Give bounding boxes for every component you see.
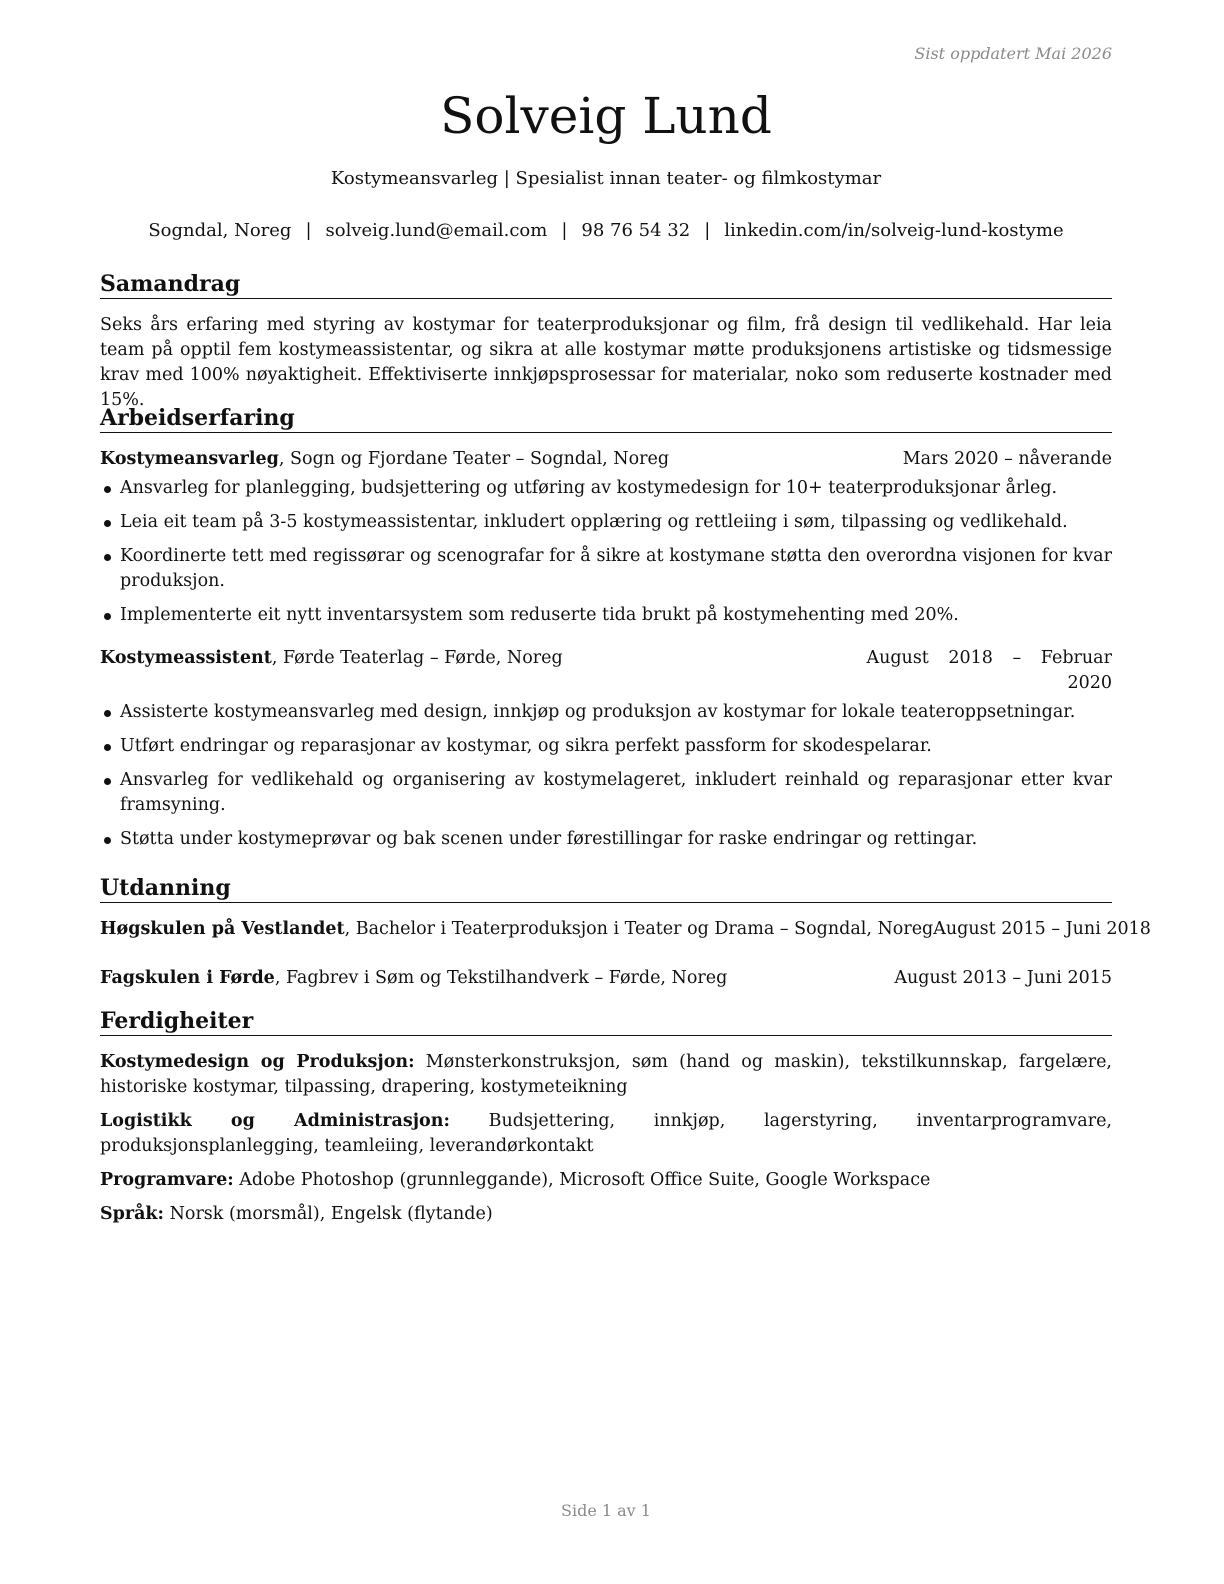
resume-page — [100, 0, 1151, 1584]
job-dates-line2: 2020 — [1067, 673, 1112, 693]
skill-label: Språk: — [100, 1204, 165, 1224]
job-entry — [100, 447, 1112, 628]
contact-phone: 98 76 54 32 — [581, 220, 691, 241]
contact-separator: | — [305, 220, 312, 241]
job-title-line — [100, 447, 669, 472]
job-title-line — [100, 646, 563, 696]
list-item: Støtta under kostymeprøvar og bak scenen under førestillingar for raske endringar og rettingar. — [100, 827, 1112, 852]
job-header — [100, 646, 1112, 696]
skill-text: Adobe Photoshop (grunnleggande), Microsoft Office Suite, Google Workspace — [233, 1170, 931, 1190]
list-item: Utført endringar og reparasjonar av kostymar, og sikra perfekt passform for skodespelarar. — [100, 734, 1112, 759]
person-name: Solveig Lund — [440, 87, 772, 145]
skills-list — [100, 1050, 1112, 1227]
skills-heading: Ferdigheiter — [100, 1007, 1112, 1036]
education-school: Høgskulen på Vestlandet — [100, 919, 345, 939]
skill-item — [100, 1168, 1112, 1193]
education-dates: August 2015 – Juni 2018 — [933, 919, 1151, 939]
list-item: Assisterte kostymeansvarleg med design, innkjøp og produksjon av kostymar for lokale teateroppsetningar. — [100, 700, 1112, 725]
job-org: , Førde Teaterlag – Førde, Noreg — [271, 648, 563, 668]
page-number: Side 1 av 1 — [561, 1501, 651, 1520]
skills-section — [100, 1007, 1112, 1236]
summary-text: Seks års erfaring med styring av kostymar for teaterproduksjonar og film, frå design til vedlikehald. Har leia team på opptil fem kostymeassistentar, og sikra at alle kostymar møtte produksjonens artistiske og tidsmessige krav med 100% nøyaktigheit. Effektiviserte innkjøpsprosessar for materialar, noko som reduserte kostnader med 15%. — [100, 315, 1112, 410]
list-item: Ansvarleg for planlegging, budsjettering og utføring av kostymedesign for 10+ teaterproduksjonar årleg. — [100, 476, 1112, 501]
job-header — [100, 447, 1112, 472]
skill-item — [100, 1050, 1112, 1100]
skill-label: Logistikk og Administrasjon: — [100, 1111, 450, 1131]
experience-section — [100, 404, 1112, 861]
education-entry — [100, 917, 1151, 942]
job-entry — [100, 646, 1112, 852]
list-item: Leia eit team på 3-5 kostymeassistentar, inkludert opplæring og rettleiing i søm, tilpassing og vedlikehald. — [100, 510, 1112, 535]
last-updated: Sist oppdatert Mai 2026 — [914, 44, 1112, 63]
list-item: Ansvarleg for vedlikehald og organisering av kostymelageret, inkludert reinhald og reparasjonar etter kvar framsyning. — [100, 768, 1112, 818]
experience-heading: Arbeidserfaring — [100, 404, 1112, 433]
education-title-line — [100, 917, 933, 942]
job-dates-line1: August 2018 – Februar — [866, 648, 1112, 668]
contact-separator: | — [704, 220, 711, 241]
job-bullets — [100, 700, 1112, 852]
contact-email[interactable]: solveig.lund@email.com — [325, 220, 548, 241]
job-org: , Sogn og Fjordane Teater – Sogndal, Noreg — [278, 449, 670, 469]
education-section — [100, 874, 1151, 991]
education-heading: Utdanning — [100, 874, 1112, 903]
contact-location: Sogndal, Noreg — [148, 220, 292, 241]
summary-heading: Samandrag — [100, 270, 1112, 299]
education-title-line — [100, 966, 727, 991]
job-dates: Mars 2020 – nåverande — [902, 449, 1112, 469]
education-detail: , Fagbrev i Søm og Tekstilhandverk – Førde, Noreg — [274, 968, 728, 988]
list-item: Implementerte eit nytt inventarsystem som reduserte tida brukt på kostymehenting med 20%. — [100, 603, 1112, 628]
skill-text: Budsjettering, innkjøp, lagerstyring, inventarprogramvare, produksjonsplanlegging, teamleiing, leverandørkontakt — [100, 1111, 1112, 1156]
skill-label: Kostymedesign og Produksjon: — [100, 1052, 415, 1072]
education-school: Fagskulen i Førde — [100, 968, 275, 988]
contact-separator: | — [561, 220, 568, 241]
list-item: Koordinerte tett med regissørar og scenografar for å sikre at kostymane støtta den overordna visjonen for kvar produksjon. — [100, 544, 1112, 594]
job-role: Kostymeassistent — [100, 648, 272, 668]
education-dates: August 2013 – Juni 2015 — [894, 968, 1112, 988]
contact-line — [100, 219, 1112, 243]
skill-label: Programvare: — [100, 1170, 234, 1190]
job-bullets — [100, 476, 1112, 628]
job-tagline: Kostymeansvarleg | Spesialist innan teater- og filmkostymar — [330, 168, 882, 189]
skill-text: Norsk (morsmål), Engelsk (flytande) — [164, 1204, 493, 1224]
summary-section — [100, 270, 1112, 413]
job-dates — [866, 646, 1112, 696]
job-role: Kostymeansvarleg — [100, 449, 279, 469]
skill-item — [100, 1202, 1112, 1227]
skill-item — [100, 1109, 1112, 1159]
education-detail: , Bachelor i Teaterproduksjon i Teater og Drama – Sogndal, Noreg — [344, 919, 934, 939]
skill-text: Mønsterkonstruksjon, søm (hand og maskin), tekstilkunnskap, fargelære, historiske kostymar, tilpassing, drapering, kostymeteikning — [100, 1052, 1112, 1097]
education-entry — [100, 966, 1112, 991]
contact-linkedin[interactable]: linkedin.com/in/solveig-lund-kostyme — [724, 220, 1064, 241]
